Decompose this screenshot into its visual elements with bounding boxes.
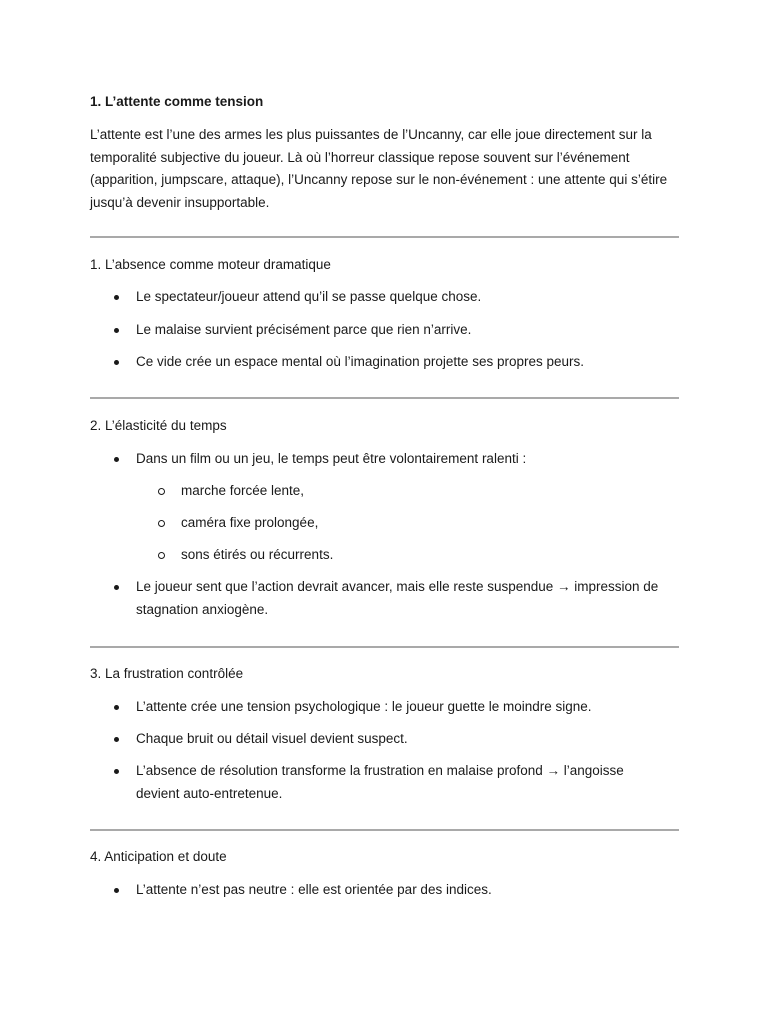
list-item: Ce vide crée un espace mental où l’imagination projette ses propres peurs. — [136, 351, 681, 374]
list-item: L’attente n’est pas neutre : elle est orientée par des indices. — [136, 879, 681, 902]
list-item: Le joueur sent que l’action devrait avancer, mais elle reste suspendue → impression de stagnation anxiogène. — [136, 576, 671, 621]
intro-paragraph: L’attente est l’une des armes les plus puissantes de l’Uncanny, car elle joue directement sur la temporalité subjective du joueur. Là où l’horreur classique repose souvent sur l’événement (apparition, jumpscare, attaque), l’Uncanny repose sur le non-événement : une attente qui s’étire jusqu’à devenir insupportable. — [90, 127, 668, 210]
divider — [90, 397, 679, 399]
section-title: 2. L’élasticité du temps — [90, 418, 227, 433]
section-title: 1. L’absence comme moteur dramatique — [90, 257, 331, 272]
list-item: Chaque bruit ou détail visuel devient suspect. — [136, 728, 681, 751]
list-item: Le malaise survient précisément parce que rien n’arrive. — [136, 319, 681, 342]
list-item: Le spectateur/joueur attend qu’il se passe quelque chose. — [136, 286, 681, 309]
section-title: 3. La frustration contrôlée — [90, 666, 244, 681]
sub-list-item: marche forcée lente, — [181, 480, 304, 503]
sub-list-item: sons étirés ou récurrents. — [181, 544, 333, 567]
divider — [90, 646, 679, 648]
divider — [90, 829, 679, 831]
list-item: Dans un film ou un jeu, le temps peut être volontairement ralenti : — [136, 448, 681, 471]
divider — [90, 236, 679, 238]
sub-list-item: caméra fixe prolongée, — [181, 512, 318, 535]
main-heading: 1. L’attente comme tension — [90, 94, 264, 109]
section-title: 4. Anticipation et doute — [90, 849, 227, 864]
list-item: L’absence de résolution transforme la frustration en malaise profond → l’angoisse devient auto-entretenue. — [136, 760, 641, 805]
list-item: L’attente crée une tension psychologique : le joueur guette le moindre signe. — [136, 696, 681, 719]
